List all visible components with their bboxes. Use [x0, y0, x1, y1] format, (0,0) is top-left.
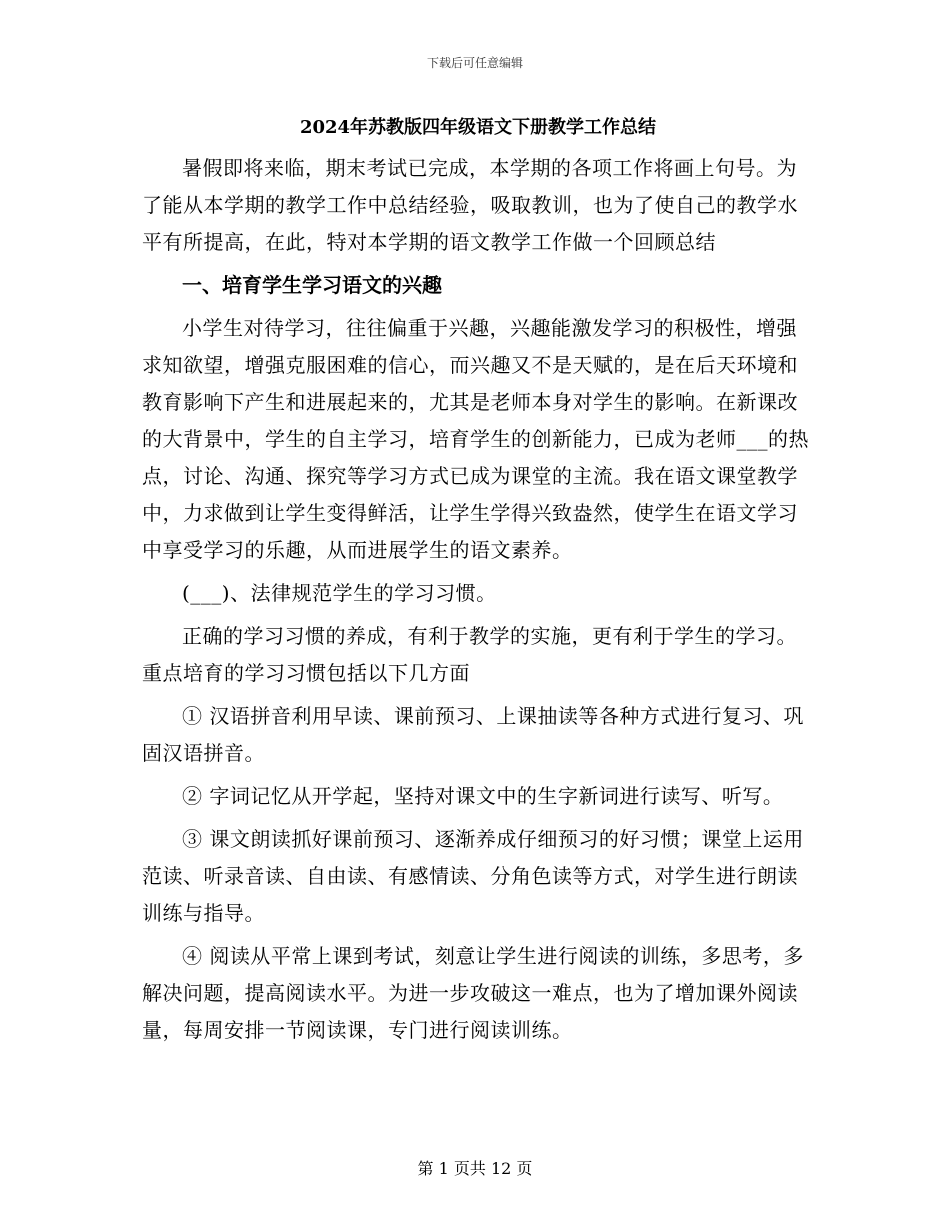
intro-paragraph: 暑假即将来临，期末考试已完成，本学期的各项工作将画上句号。为了能从本学期的教学工作中总结经验，吸取教训，也为了使自己的教学水平有所提高，在此，特对本学期的语文教学工作做一个回顾总结 — [142, 156, 798, 254]
list-item-vocabulary: ② 字词记忆从开学起，坚持对课文中的生字新词进行读写、听写。 — [182, 784, 784, 808]
list-item-reading: ④ 阅读从平常上课到考试，刻意让学生进行阅读的训练，多思考，多解决问题，提高阅读水平。为进一步攻破这一难点，也为了增加课外阅读量，每周安排一节阅读课，专门进行阅读训练。 — [142, 944, 804, 1042]
habits-paragraph: 正确的学习习惯的养成，有利于教学的实施，更有利于学生的学习。重点培育的学习习惯包括以下几方面 — [142, 624, 797, 685]
section-heading-interest: 一、培育学生学习语文的兴趣 — [182, 273, 442, 297]
page-header: 下载后可任意编辑 — [426, 56, 523, 70]
document-body — [142, 112, 814, 1055]
interest-paragraph: 小学生对待学习，往往偏重于兴趣，兴趣能激发学习的积极性，增强求知欲望，增强克服困难的信心，而兴趣又不是天赋的，是在后天环境和教育影响下产生和进展起来的，尤其是老师本身对学生的影响。在新课改的大背景中，学生的自主学习，培育学生的创新能力，已成为老师___的热点，讨论、沟通、探究等学习方式已成为课堂的主流。我在语文课堂教学中，力求做到让学生变得鲜活，让学生学得兴致盎然，使学生在语文学习中享受学习的乐趣，从而进展学生的语文素养。 — [142, 316, 809, 562]
page-number: 第 1 页共 12 页 — [417, 1159, 533, 1178]
list-item-pinyin: ① 汉语拼音利用早读、课前预习、上课抽读等各种方式进行复习、巩固汉语拼音。 — [142, 704, 804, 765]
document-title: 2024年苏教版四年级语文下册教学工作总结 — [299, 117, 657, 138]
list-item-reading-aloud: ③ 课文朗读抓好课前预习、逐渐养成仔细预习的好习惯；课堂上运用范读、听录音读、自由读、有感情读、分角色读等方式，对学生进行朗读训练与指导。 — [142, 827, 804, 925]
section-heading-habits: (___)、法律规范学生的学习习惯。 — [182, 581, 497, 605]
